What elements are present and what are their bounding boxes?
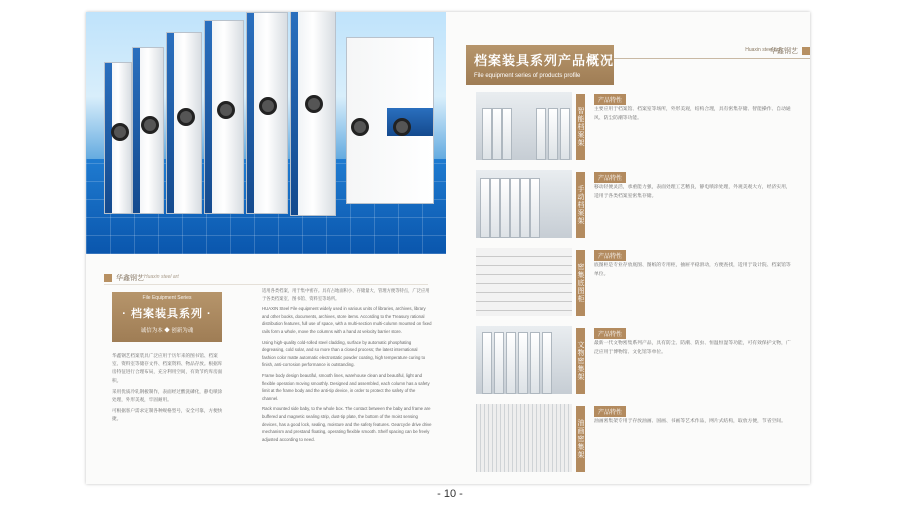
feature-tag: 产品特性 — [594, 172, 626, 183]
product-row — [476, 248, 806, 318]
title-en: File equipment series of products profile — [474, 73, 581, 79]
product-name: 手动档案架 — [576, 172, 585, 238]
paragraph: Frame body design beautiful, smooth lines, warehouse clean and beautiful, light and flexible operation moving smoothly. Designed and assembled, each column has a safety limit at the frame body and the anti-tip device, in order to protect the safety of the channel. — [262, 372, 430, 401]
left-section-header — [104, 274, 428, 285]
brand-name-en: Huaxin steel art — [144, 274, 179, 280]
product-photo — [476, 326, 572, 394]
paragraph: 可根据客户需求定制各种规格型号，安全可靠，方便快捷。 — [112, 408, 223, 422]
product-name: 智能档案架 — [576, 94, 585, 160]
feature-tag: 产品特性 — [594, 328, 626, 339]
product-desc: 最新一代文物密集系列产品，具有防尘、防潮、防虫、恒温恒湿等功能，可有效保护文物，广泛应用于博物馆、文化馆等单位。 — [594, 341, 791, 355]
intro-text-en — [262, 287, 432, 446]
series-promo-box — [112, 292, 222, 342]
product-row — [476, 326, 806, 396]
page-spread — [86, 12, 810, 484]
paragraph: 采用优质冷轧钢板制作，表面经过酸洗磷化，静电喷涂处理，外形美观，牢固耐用。 — [112, 388, 223, 403]
feature-tag: 产品特性 — [594, 406, 626, 417]
right-page — [446, 12, 810, 484]
product-photo — [476, 404, 572, 472]
promo-slogan: 诚信为本 ◆ 创新为魂 — [140, 328, 194, 334]
promo-en: File Equipment Series — [142, 295, 192, 301]
paragraph: Rack mounted side baby, to the whole box. The contact between the baby and frame are buffered and magnetic sealing strip, dust-tip plate, the bottom of the moist sensing devices, has a good lock, sealing, moisture and the safety features. Gearcycle drive drive mechanism and prestand floating, operating flexible smooth. Shelf spacing can be freely adjusted according to need. — [262, 406, 432, 442]
product-name: 油画密集架 — [576, 406, 585, 472]
feature-tag: 产品特性 — [594, 250, 626, 261]
feature-tag: 产品特性 — [594, 94, 626, 105]
left-page — [86, 12, 446, 484]
products-title — [466, 45, 614, 85]
product-photo — [476, 170, 572, 238]
product-photo — [476, 248, 572, 316]
title-zh: 档案装具系列产品概况 — [474, 53, 615, 68]
paragraph: HUAXIN Steel File equipment widely used in various units of libraries, archives, library and other books, documents, archives, store items. According to the Treasury rational distribution features, full use of space, with a multi-section multi-column mounted on fixed rails form a whole, move the columns with a hand at velocity barrier store. — [262, 306, 432, 334]
product-desc: 主要应用于档案馆、档案室等场所，外形美观，结构合理，具有密集存储、智能操作、自动通风、防尘防潮等功能。 — [594, 107, 791, 121]
brand-name-zh: 华鑫钢艺 — [116, 275, 144, 282]
product-row — [476, 92, 806, 162]
paragraph: 适用各类档案，用于集中密存。具有占地面积小、存储量大、管理方便等特点，广泛应用于各类档案室、图书馆、资料室等场所。 — [262, 288, 430, 301]
product-name: 密集底图柜 — [576, 250, 585, 316]
intro-text-zh — [112, 352, 224, 427]
product-row — [476, 404, 806, 474]
compact-shelving-photo — [86, 12, 446, 254]
product-photo — [476, 92, 572, 160]
promo-title: · 档案装具系列 · — [122, 308, 212, 320]
page-number: - 10 - — [437, 488, 463, 500]
header-en: Huaxin steel art — [745, 47, 780, 53]
product-name: 文物密集架 — [576, 328, 585, 394]
paragraph: 华鑫钢艺档案装具广泛应用于历年来的图书馆、档案室、资料室等储存文件、档案资料、物品存放。根据库房特征进行合理布局，充分利用空间，有效节约库房面积。 — [112, 353, 223, 383]
product-desc: 油画密集架专用于存放油画、国画、书画等艺术作品，网片式结构，取放方便，节省空间。 — [594, 419, 786, 424]
paragraph: Using high-quality cold-rolled steel cladding, surface by automatic phosphating degreasing, cold solar, and so more than a closed process; the latest international fashion color matte automatic electrostatic powder coating, high temperature curing to finish, anti-corrosion performance is outstanding. — [262, 339, 426, 368]
header-zh: 华鑫钢艺 — [770, 48, 798, 55]
product-desc: 移动轻便灵活，承重能力强，表面处理工艺精良，静电喷涂处理，外观美观大方，经济实用，适用于各类档案室密集存储。 — [594, 185, 791, 199]
product-row — [476, 170, 806, 240]
product-desc: 底图柜是专业存放底图、图纸的专用柜，抽屉平稳滑动，方便查找，适用于设计院、档案馆等单位。 — [594, 263, 791, 277]
